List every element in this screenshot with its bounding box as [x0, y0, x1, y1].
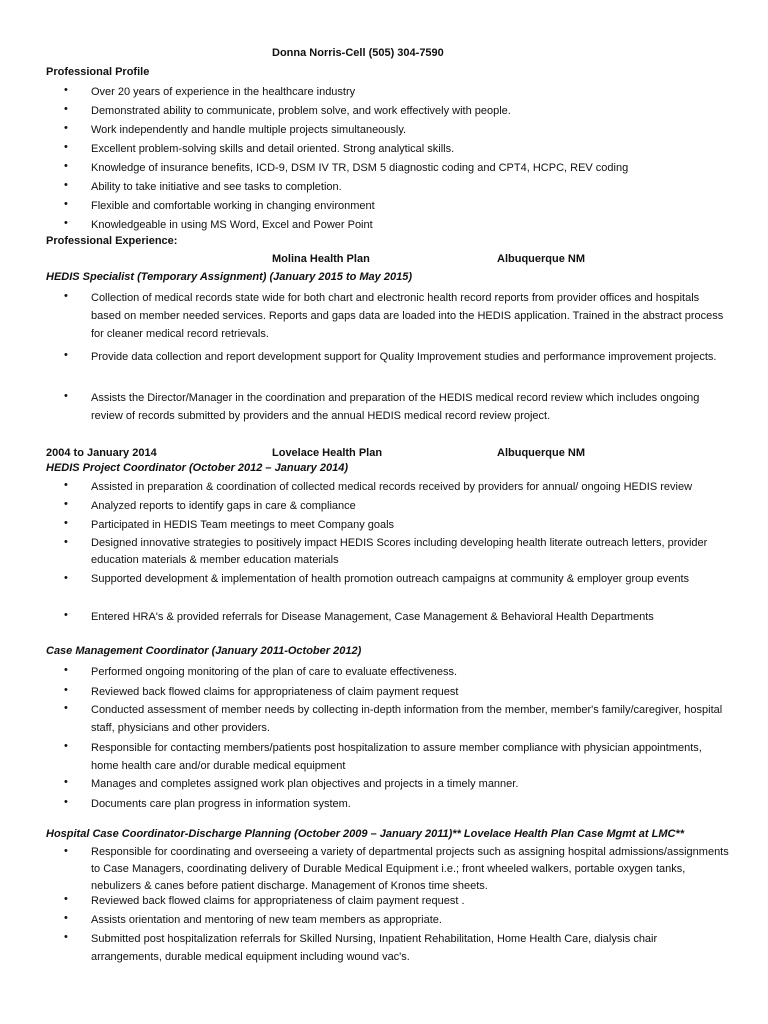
- employment-dates: 2004 to January 2014: [46, 447, 157, 459]
- employer-name: Molina Health Plan: [272, 253, 370, 265]
- contact-header: Donna Norris-Cell (505) 304-7590: [272, 47, 444, 59]
- employer-location: Albuquerque NM: [497, 447, 585, 459]
- experience-heading: Professional Experience:: [46, 235, 178, 247]
- employer-name: Lovelace Health Plan: [272, 447, 383, 459]
- job-title: HEDIS Project Coordinator (October 2012 – January 2014): [46, 462, 348, 474]
- profile-heading: Professional Profile: [46, 66, 150, 78]
- employer-location: Albuquerque NM: [497, 253, 585, 265]
- job-title: Case Management Coordinator (January 2011-October 2012): [46, 645, 362, 657]
- job-title: HEDIS Specialist (Temporary Assignment) (January 2015 to May 2015): [46, 271, 412, 283]
- job-title: Hospital Case Coordinator-Discharge Planning (October 2009 – January 2011)** Lovelace Health Plan Case Mgmt at LMC**: [46, 828, 684, 840]
- resume-page: Donna Norris-Cell (505) 304-7590 Professional Profile • Over 20 years of experience in the healthcare industry • Demonstrated ability to communicate, problem solve, and work effectively with people. • Work independently and handle multiple projects simultaneously. • Excellent problem-solving skills and detail oriented. Strong analytical skills. • Knowledge of insurance benefits, ICD-9, DSM IV TR, DSM 5 diagnostic coding and CPT4, HCPC, REV coding • Ability to take initiative and see tasks to completion. • Flexible and comfortable working in changing environment • Knowledgeable in using MS Word, Excel and Power Point Professional Experience: Molina Health Plan Albuquerque NM HEDIS Specialist (Temporary Assignment) (January 2015 to May 2015) • Collection of medical records state wide for both chart and electronic health record reports from provider offices and hospitals based on member needed services. Reports and gaps data are loaded into the HEDIS application. Trained in the abstract process for cleaner medical record retrievals. • Provide data collection and report development support for Quality Improvement studies and performance improvement projects. • Assists the Director/Manager in the coordination and preparation of the HEDIS medical record review which includes ongoing review of records submitted by providers and the annual HEDIS medical record review project. 2004 to January 2014 Lovelace Health Plan Albuquerque NM HEDIS Project Coordinator (October 2012 – January 2014) • Assisted in preparation & coordination of collected medical records received by providers for annual/ ongoing HEDIS review • Analyzed reports to identify gaps in care & compliance • Participated in HEDIS Team meetings to meet Company goals • Designed innovative strategies to positively impact HEDIS Scores including developing health literate outreach letters, provider education materials & member education materials • Supported development & implementation of health promotion outreach campaigns at community & employer group events • Entered HRA's & provided referrals for Disease Management, Case Management & Behavioral Health Departments Case Management Coordinator (January 2011-October 2012) • Performed ongoing monitoring of the plan of care to evaluate effectiveness. • Reviewed back flowed claims for appropriateness of claim payment request • Conducted assessment of member needs by collecting in-depth information from the member, member's family/caregiver, hospital staff, physicians and other providers. • Responsible for contacting members/patients post hospitalization to assure member compliance with physician appointments, home health care and/or durable medical equipment • Manages and completes assigned work plan objectives and projects in a timely manner. • Documents care plan progress in information system. Hospital Case Coordinator-Discharge Planning (October 2009 – January 2011)** Lovelace Health Plan Case Mgmt at LMC** • Responsible for coordinating and overseeing a variety of departmental projects such as assigning hospital admissions/assignments to Case Managers, coordinating delivery of Durable Medical Equipment i.e.; front wheeled walkers, portable oxygen tanks, nebulizers & canes before patient discharge. Management of Kronos time sheets. • Reviewed back flowed claims for appropriateness of claim payment request . • Assists orientation and mentoring of new team members as appropriate. • Submitted post hospitalization referrals for Skilled Nursing, Inpatient Rehabilitation, Home Health Care, dialysis chair arrangements, durable medical equipment including wound vac's.: [46, 47, 729, 963]
